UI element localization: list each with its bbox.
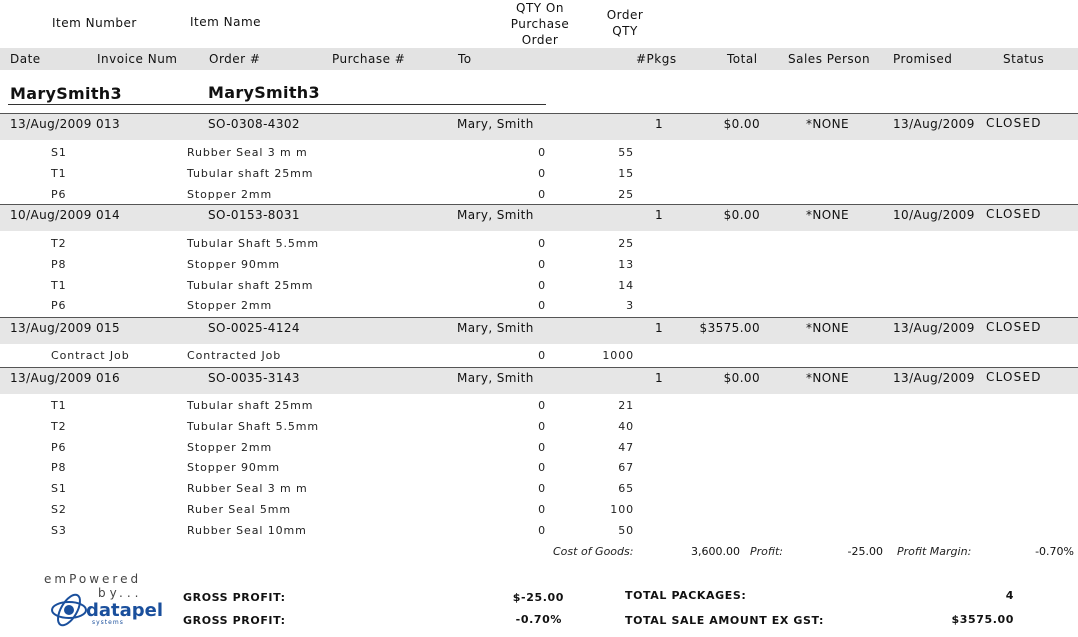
header-order-num: Order # (209, 52, 261, 66)
order-promised: 13/Aug/2009 (893, 371, 975, 385)
total-packages-label: TOTAL PACKAGES: (625, 589, 747, 602)
line-qty-on-po: 0 (538, 524, 546, 537)
line-qty-on-po: 0 (538, 299, 546, 312)
line-item-name: Contracted Job (187, 349, 282, 362)
order-sales-person: *NONE (806, 371, 849, 385)
line-item-name: Tubular shaft 25mm (187, 167, 314, 180)
line-qty-on-po: 0 (538, 279, 546, 292)
header-qty-on-po-line2: Purchase (510, 17, 570, 31)
cost-of-goods-value: 3,600.00 (691, 545, 740, 558)
line-item-number: Contract Job (51, 349, 130, 362)
cost-of-goods-label: Cost of Goods: (553, 545, 634, 558)
line-qty-on-po: 0 (538, 349, 546, 362)
header-item-number: Item Number (52, 16, 137, 30)
line-item-number: P8 (51, 461, 67, 474)
order-number: SO-0035-3143 (208, 371, 300, 385)
line-qty-on-po: 0 (538, 482, 546, 495)
line-order-qty: 25 (618, 188, 634, 201)
line-qty-on-po: 0 (538, 167, 546, 180)
line-order-qty: 50 (618, 524, 634, 537)
order-promised: 13/Aug/2009 (893, 321, 975, 335)
header-qty-on-po-line1: QTY On (516, 1, 564, 15)
order-promised: 10/Aug/2009 (893, 208, 975, 222)
line-item-number: S1 (51, 146, 67, 159)
order-sales-person: *NONE (806, 208, 849, 222)
line-qty-on-po: 0 (538, 399, 546, 412)
line-order-qty: 14 (618, 279, 634, 292)
order-to: Mary, Smith (457, 371, 534, 385)
empowered-by-text: by... (98, 586, 143, 600)
line-item-number: T2 (51, 420, 67, 433)
order-sales-person: *NONE (806, 117, 849, 131)
line-item-number: P6 (51, 441, 67, 454)
line-item-number: T1 (51, 279, 67, 292)
line-item-name: Tubular shaft 25mm (187, 279, 314, 292)
customer-underline (8, 104, 546, 105)
order-date-invoice: 13/Aug/2009 016 (10, 371, 121, 385)
line-qty-on-po: 0 (538, 237, 546, 250)
order-date-invoice: 10/Aug/2009 014 (10, 208, 121, 222)
line-item-name: Tubular Shaft 5.5mm (187, 420, 319, 433)
customer-name: MarySmith3 (208, 83, 320, 102)
order-date-invoice: 13/Aug/2009 013 (10, 117, 121, 131)
total-sale-amount-value: $3575.00 (951, 613, 1014, 626)
profit-margin-value: -0.70% (1035, 545, 1074, 558)
order-pkgs: 1 (654, 208, 663, 222)
gross-profit-label-1: GROSS PROFIT: (183, 591, 286, 604)
header-purchase-num: Purchase # (332, 52, 406, 66)
line-order-qty: 55 (618, 146, 634, 159)
order-total: $3575.00 (699, 321, 760, 335)
order-promised: 13/Aug/2009 (893, 117, 975, 131)
order-status: CLOSED (986, 320, 1042, 334)
header-total: Total (727, 52, 758, 66)
datapel-logo-icon (48, 588, 90, 630)
order-total: $0.00 (723, 371, 760, 385)
datapel-logo-subtext: systems (92, 619, 124, 626)
line-qty-on-po: 0 (538, 258, 546, 271)
header-status: Status (1003, 52, 1045, 66)
line-item-name: Ruber Seal 5mm (187, 503, 291, 516)
profit-value: -25.00 (847, 545, 883, 558)
line-order-qty: 40 (618, 420, 634, 433)
order-total: $0.00 (723, 117, 760, 131)
order-total: $0.00 (723, 208, 760, 222)
line-qty-on-po: 0 (538, 420, 546, 433)
header-invoice-num: Invoice Num (97, 52, 178, 66)
line-item-name: Stopper 2mm (187, 299, 273, 312)
gross-profit-value-2: -0.70% (515, 613, 562, 626)
line-item-name: Rubber Seal 3 m m (187, 482, 308, 495)
header-order-qty-line1: Order (606, 8, 644, 22)
line-item-number: T2 (51, 237, 67, 250)
order-to: Mary, Smith (457, 321, 534, 335)
line-qty-on-po: 0 (538, 146, 546, 159)
line-order-qty: 47 (618, 441, 634, 454)
header-order-qty (595, 7, 655, 39)
header-order-qty-line2: QTY (612, 24, 638, 38)
line-item-number: P6 (51, 299, 67, 312)
header-date: Date (10, 52, 41, 66)
line-qty-on-po: 0 (538, 461, 546, 474)
gross-profit-label-2: GROSS PROFIT: (183, 614, 286, 627)
line-qty-on-po: 0 (538, 503, 546, 516)
header-sales-person: Sales Person (788, 52, 871, 66)
line-item-number: S2 (51, 503, 67, 516)
line-order-qty: 1000 (602, 349, 634, 362)
datapel-logo-text: datapel (86, 600, 164, 621)
customer-id: MarySmith3 (10, 84, 122, 103)
line-qty-on-po: 0 (538, 188, 546, 201)
line-order-qty: 15 (618, 167, 634, 180)
line-order-qty: 21 (618, 399, 634, 412)
order-to: Mary, Smith (457, 117, 534, 131)
total-packages-value: 4 (1005, 589, 1014, 602)
order-number: SO-0308-4302 (208, 117, 300, 131)
line-item-name: Rubber Seal 3 m m (187, 146, 308, 159)
line-item-name: Stopper 90mm (187, 258, 281, 271)
line-order-qty: 3 (626, 299, 634, 312)
header-promised: Promised (893, 52, 953, 66)
line-item-number: T1 (51, 399, 67, 412)
order-sales-person: *NONE (806, 321, 849, 335)
total-sale-amount-label: TOTAL SALE AMOUNT EX GST: (625, 614, 825, 627)
line-item-number: P8 (51, 258, 67, 271)
header-pkgs: #Pkgs (636, 52, 677, 66)
line-item-number: S1 (51, 482, 67, 495)
order-status: CLOSED (986, 370, 1042, 384)
order-pkgs: 1 (654, 371, 663, 385)
line-item-name: Rubber Seal 10mm (187, 524, 307, 537)
line-item-name: Stopper 90mm (187, 461, 281, 474)
line-item-name: Tubular Shaft 5.5mm (187, 237, 319, 250)
line-item-number: S3 (51, 524, 67, 537)
order-pkgs: 1 (654, 321, 663, 335)
line-item-number: P6 (51, 188, 67, 201)
order-date-invoice: 13/Aug/2009 015 (10, 321, 121, 335)
order-number: SO-0025-4124 (208, 321, 300, 335)
line-qty-on-po: 0 (538, 441, 546, 454)
line-item-name: Stopper 2mm (187, 441, 273, 454)
line-order-qty: 67 (618, 461, 634, 474)
line-order-qty: 13 (618, 258, 634, 271)
profit-label: Profit: (750, 545, 784, 558)
line-item-name: Tubular shaft 25mm (187, 399, 314, 412)
order-pkgs: 1 (654, 117, 663, 131)
header-qty-on-po-line3: Order (521, 33, 559, 47)
line-order-qty: 65 (618, 482, 634, 495)
profit-margin-label: Profit Margin: (897, 545, 972, 558)
line-item-name: Stopper 2mm (187, 188, 273, 201)
header-qty-on-po (500, 0, 580, 48)
order-to: Mary, Smith (457, 208, 534, 222)
line-order-qty: 100 (610, 503, 634, 516)
line-order-qty: 25 (618, 237, 634, 250)
order-status: CLOSED (986, 116, 1042, 130)
header-to: To (458, 52, 472, 66)
line-item-number: T1 (51, 167, 67, 180)
empowered-text: emPowered (44, 572, 142, 586)
order-number: SO-0153-8031 (208, 208, 300, 222)
header-item-name: Item Name (190, 15, 262, 29)
gross-profit-value-1: $-25.00 (512, 591, 564, 604)
order-status: CLOSED (986, 207, 1042, 221)
